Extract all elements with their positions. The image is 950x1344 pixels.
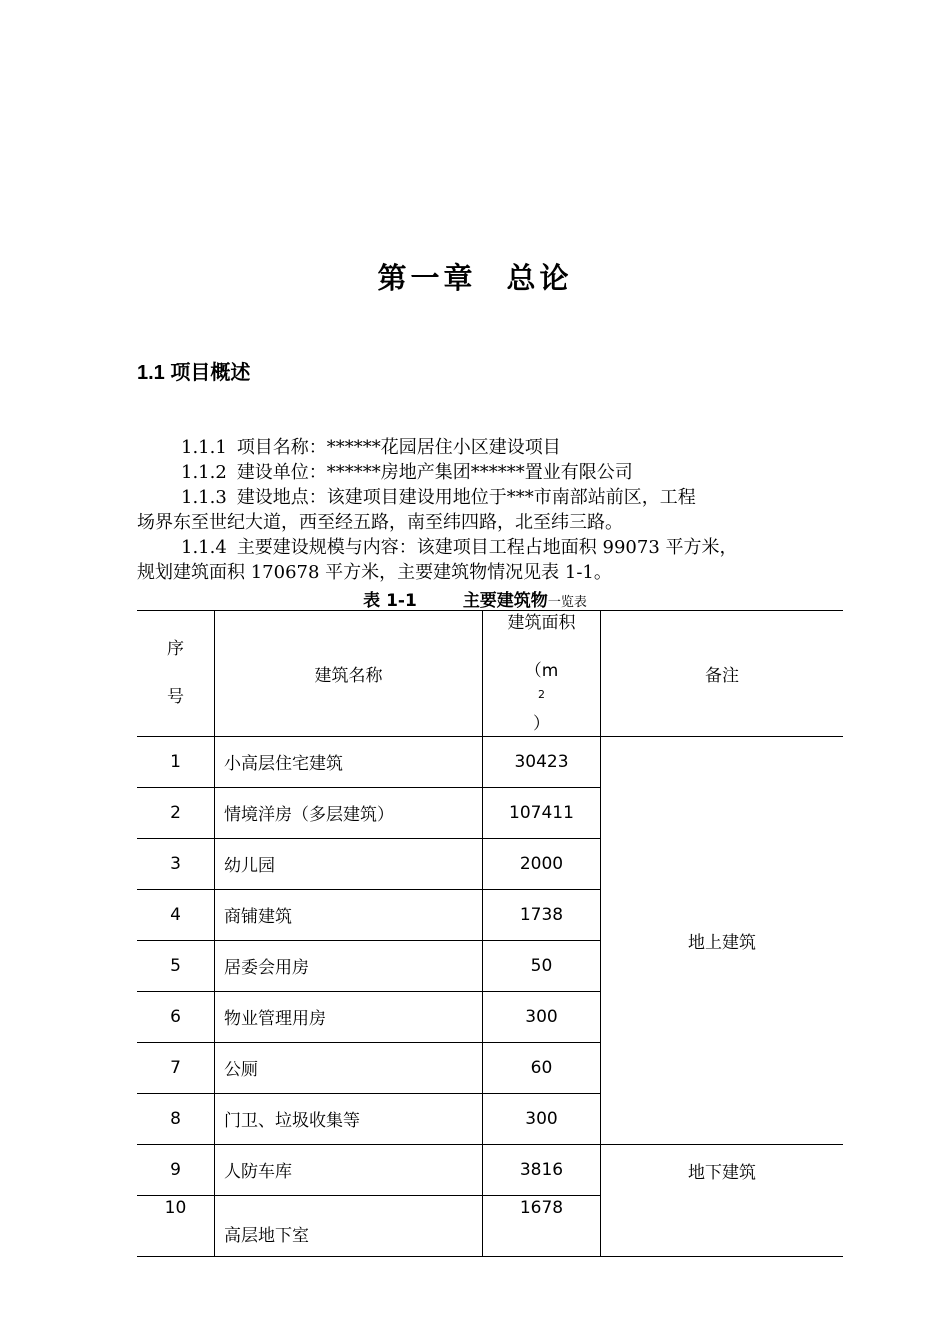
header-seq-top: 序 <box>167 639 184 660</box>
cell-area: 1738 <box>483 889 601 940</box>
cell-area: 50 <box>483 940 601 991</box>
cell-name: 居委会用房 <box>215 940 483 991</box>
section-title: 1.1 项目概述 <box>137 362 251 384</box>
cell-area: 30423 <box>483 736 601 787</box>
paragraph-number: 1.1.2 <box>181 462 227 483</box>
buildings-table <box>137 610 843 1257</box>
header-area <box>483 611 601 737</box>
cell-note-underground: 地下建筑 <box>601 1144 844 1256</box>
chapter-name: 总论 <box>506 261 573 295</box>
cell-seq: 7 <box>137 1042 215 1093</box>
paragraph-text-line1: 主要建设规模与内容：该建项目工程占地面积 99073 平方米， <box>236 537 738 558</box>
cell-name: 人防车库 <box>215 1144 483 1195</box>
paragraph-text-line1: 建设地点：该建项目建设用地位于***市南部站前区，工程 <box>236 487 696 508</box>
paragraph-text-line2: 场界东至世纪大道，西至经五路，南至纬四路，北至纬三路。 <box>137 512 623 533</box>
cell-name: 小高层住宅建筑 <box>215 736 483 787</box>
cell-name: 情境洋房（多层建筑） <box>215 787 483 838</box>
table-header-row <box>137 611 843 737</box>
cell-name: 商铺建筑 <box>215 889 483 940</box>
cell-seq: 3 <box>137 838 215 889</box>
paragraph-text: 项目名称：******花园居住小区建设项目 <box>236 437 561 458</box>
header-area-label: 建筑面积 <box>507 613 576 633</box>
table-row <box>137 1144 843 1195</box>
cell-seq: 2 <box>137 787 215 838</box>
paragraph-1-1-2 <box>137 460 896 485</box>
paragraph-text-line2: 规划建筑面积 170678 平方米，主要建筑物情况见表 1-1。 <box>137 562 612 583</box>
table-row <box>137 736 843 787</box>
header-name: 建筑名称 <box>215 611 483 737</box>
table-caption <box>0 586 950 611</box>
header-seq-bottom: 号 <box>167 687 184 708</box>
paragraph-number: 1.1.3 <box>181 487 227 508</box>
cell-area: 2000 <box>483 838 601 889</box>
table-caption-suffix: 一览表 <box>547 595 587 610</box>
cell-seq: 9 <box>137 1144 215 1195</box>
chapter-number: 第一章 <box>377 261 477 295</box>
paragraph-1-1-1 <box>137 435 896 460</box>
paragraph-number: 1.1.1 <box>181 437 227 458</box>
cell-seq: 8 <box>137 1093 215 1144</box>
cell-area: 3816 <box>483 1144 601 1195</box>
paragraph-1-1-4 <box>137 535 852 585</box>
header-seq <box>137 611 215 737</box>
area-unit-suffix: ） <box>533 713 550 734</box>
area-unit-prefix: （m <box>524 661 559 681</box>
cell-area: 1678 <box>483 1195 601 1256</box>
header-area-unit <box>483 659 600 736</box>
cell-name: 幼儿园 <box>215 838 483 889</box>
cell-area: 300 <box>483 1093 601 1144</box>
cell-name: 公厕 <box>215 1042 483 1093</box>
area-unit-sup: 2 <box>538 688 545 701</box>
cell-seq: 1 <box>137 736 215 787</box>
cell-note-above-ground: 地上建筑 <box>601 736 844 1144</box>
cell-name: 门卫、垃圾收集等 <box>215 1093 483 1144</box>
cell-name: 高层地下室 <box>215 1195 483 1256</box>
cell-area: 300 <box>483 991 601 1042</box>
cell-name: 物业管理用房 <box>215 991 483 1042</box>
header-note: 备注 <box>601 611 844 737</box>
cell-area: 60 <box>483 1042 601 1093</box>
table-caption-title: 主要建筑物 <box>462 591 548 611</box>
paragraph-1-1-3 <box>137 485 852 535</box>
cell-seq: 10 <box>137 1195 215 1256</box>
paragraph-number: 1.1.4 <box>181 537 227 558</box>
cell-seq: 4 <box>137 889 215 940</box>
paragraph-text: 建设单位：******房地产集团******置业有限公司 <box>236 462 633 483</box>
cell-seq: 6 <box>137 991 215 1042</box>
cell-area: 107411 <box>483 787 601 838</box>
cell-seq: 5 <box>137 940 215 991</box>
chapter-title <box>0 256 950 297</box>
table-caption-number: 表 1-1 <box>363 591 417 611</box>
